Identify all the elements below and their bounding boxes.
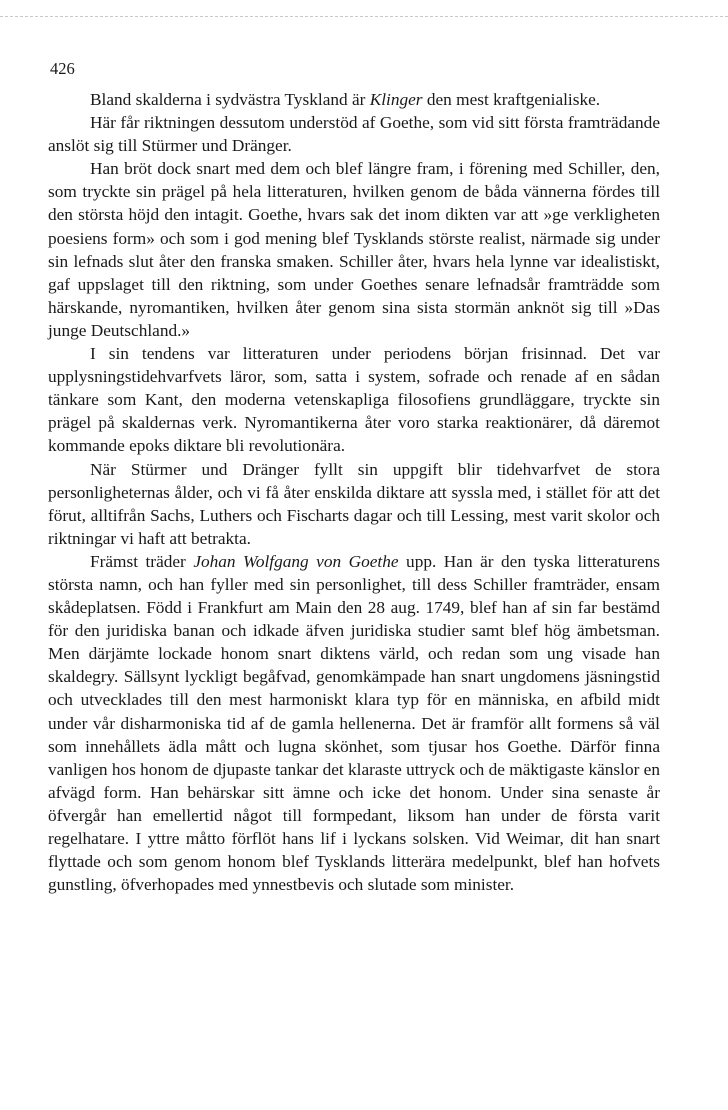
p1-name-klinger: Klinger [369, 90, 423, 109]
p6-name-goethe: Johan Wolfgang von Goethe [193, 551, 399, 571]
paragraph-personalities: När Stürmer und Dränger fyllt sin uppgift blir tidehvarfvet de stora personligheternas ålder, och vi få åter enskilda diktare att syssla med, i stället för att det förut, alltifrån Sachs, Luthers och Fischarts dagar och till Lessing, mest varit skolor och riktningar vi haft att betrakta. [48, 459, 660, 548]
paragraph-schiller-goethe: Han bröt dock snart med dem och blef längre fram, i förening med Schiller, den, som tryckte sin prägel på hela litteraturen, hvilken genom de båda vännerna fördes till den största höjd den intagit. Goethe, hvars sak det inom dikten var att »ge verkligheten poesiens form» och som i god mening blef Tysklands störste realist, närmade sig under sin lefnads slut åter den franska smaken. Schiller åter, hvars hela lynne var idealistiskt, gaf uppslaget till den riktning, som under Goethes senare lefnadsår framträdde som härskande, nyromantiken, hvilken åter genom sina sista stormän anknöt sig till »Das junge Deutschland.» [48, 159, 660, 340]
paragraph-tendency: I sin tendens var litteraturen under periodens början frisinnad. Det var upplysningstidehvarfvets läror, som, satta i system, sofrade och renade af en sådan tänkare som Kant, den moderna vetenskapliga filosofiens grundläggare, tryckte sin prägel på skaldernas verk. Nyromantikerna åter voro starka reaktionärer, då däremot kommande epoks diktare bli revolutionära. [48, 344, 660, 456]
p1-text-end: den mest kraftgenialiske. [422, 90, 601, 109]
p6-text-end: upp. Han är den tyska litteraturens största namn, och han fyller med sin personlighet, till dess Schiller framträder, ensam skådeplatsen. Född i Frankfurt am Main den 28 aug. 1749, blef han af sin far bestämd för den juridiska banan och idkade äfven juridiska studier samt blef hög ämbetsman. Men därjämte lockade honom snart diktens värld, och redan som ung visade han skaldegry. Sällsynt lyckligt begåfvad, genomkämpade han snart ungdomens jäsningstid och utvecklades till den mest harmoniskt klara typ för en människa, en afbild midt under vår disharmoniska tid af de gamla hellenerna. Det är framför allt formens så väl som innehållets ädla mått och lugna skönhet, som tjusar hos Goethe. Därför finna vanligen hos honom de djupaste tankar det klaraste uttryck och de mäktigaste känslor en afvägd form. Han behärskar sitt ämne och icke det honom. Under sina senaste år öfvergår han emellertid något till formpedant, liksom han under de första varit regelhatare. I yttre måtto förflöt hans lif i lyckans solsken. Vid Weimar, dit han snart flyttade och som genom honom blef Tysklands litterära medelpunkt, blef han hofvets gunstling, öfverhopades med ynnestbevis och slutade som minister. [48, 551, 661, 895]
paragraph-goethe-bio [48, 550, 660, 896]
p6-text-start: Främst träder [90, 551, 194, 571]
paragraph-goethe-support: Här får riktningen dessutom understöd af Goethe, som vid sitt första framträdande anslöt sig till Stürmer und Dränger. [48, 113, 660, 156]
page-number: 426 [50, 59, 75, 78]
top-edge-rule [0, 16, 728, 17]
paragraph-klinger [48, 88, 660, 111]
book-page [48, 56, 660, 896]
p1-text-start: Bland skalderna i sydvästra Tyskland är [90, 90, 370, 109]
